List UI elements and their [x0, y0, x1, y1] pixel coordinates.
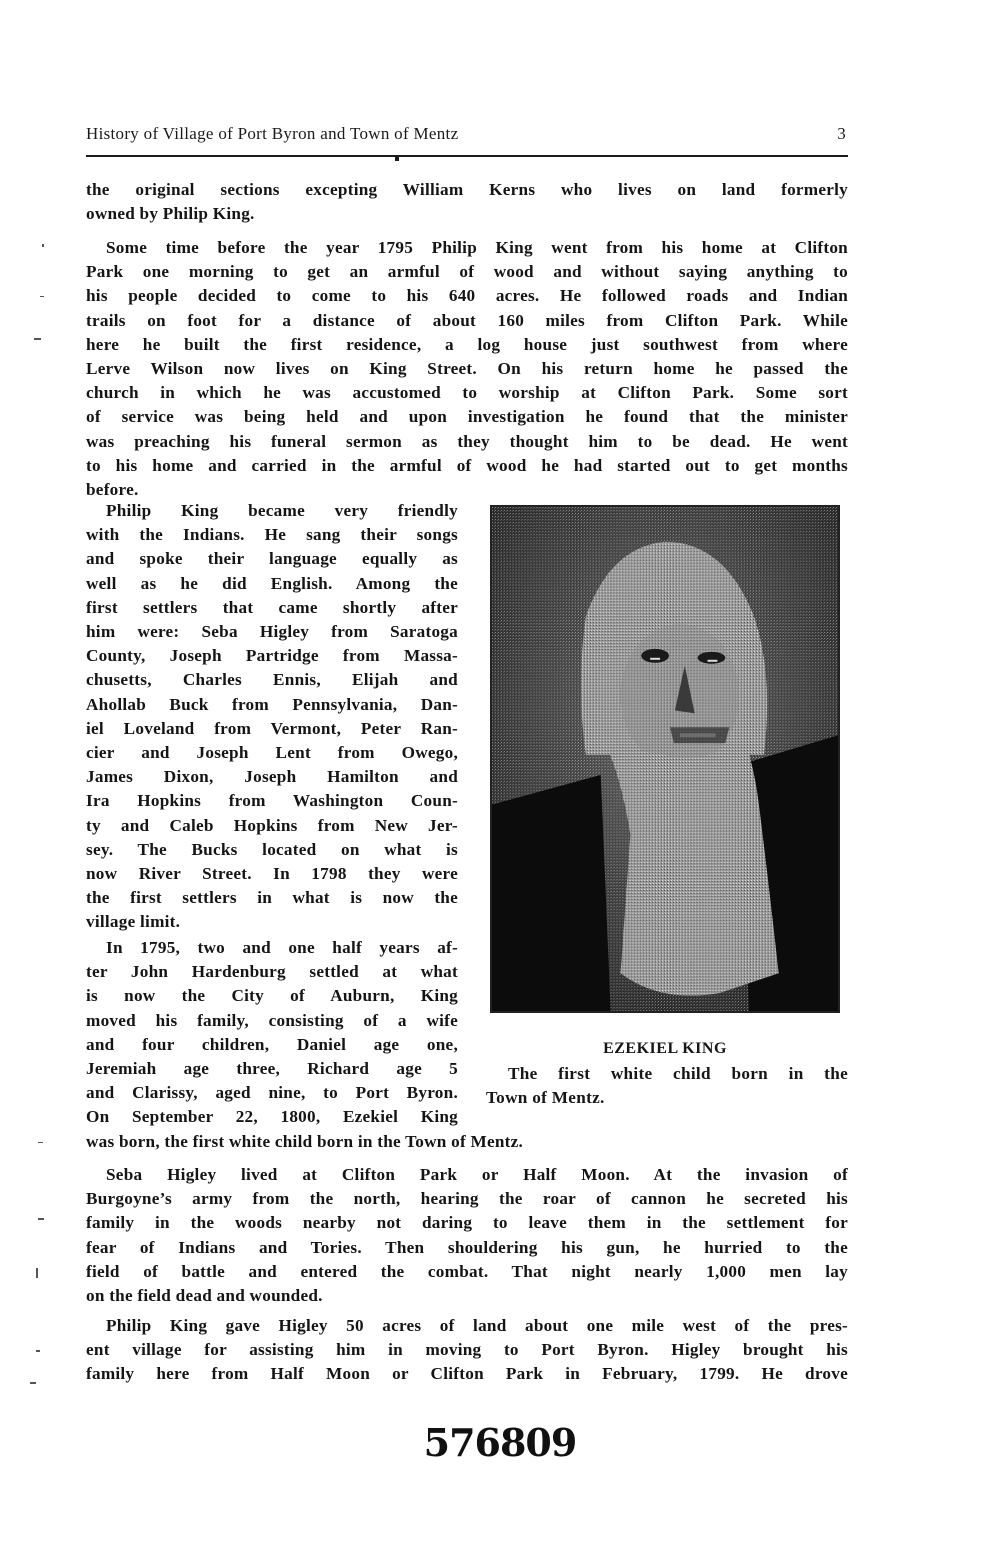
header-rule-mark [395, 156, 399, 161]
text-line: Seba Higley lived at Clifton Park or Half Moon. At the invasion of [106, 1165, 848, 1184]
text-line: on the field dead and wounded. [86, 1286, 323, 1306]
text-line: Ira Hopkins from Washington Coun- [86, 791, 458, 811]
margin-speck [38, 1218, 44, 1220]
portrait-photo [490, 505, 840, 1013]
text-line: iel Loveland from Vermont, Peter Ran- [86, 718, 458, 738]
text-line: and Clarissy, aged nine, to Port Byron. [86, 1083, 458, 1103]
text-line: Philip King gave Higley 50 acres of land about one mile west of the pres- [106, 1316, 848, 1335]
text-line: moved his family, consisting of a wife [86, 1010, 458, 1030]
page-number: 3 [837, 124, 846, 143]
text-line: chusetts, Charles Ennis, Elijah and [86, 670, 458, 690]
text-line: and four children, Daniel age one, [86, 1034, 458, 1054]
paragraph-6 [86, 1314, 848, 1387]
caption-line: The first white child born in the [508, 1064, 848, 1083]
text-line: before. [86, 480, 139, 500]
text-line: owned by Philip King. [86, 204, 255, 224]
header-rule [86, 155, 848, 157]
text-line: trails on foot for a distance of about 160 miles from Clifton Park. While [86, 310, 848, 330]
text-line: ent village for assisting him in moving to Port Byron. Higley brought his [86, 1340, 848, 1360]
text-line: now River Street. In 1798 they were [86, 864, 458, 884]
paragraph-3 [86, 499, 458, 935]
caption-line: Town of Mentz. [486, 1088, 605, 1108]
text-line: ter John Hardenburg settled at what [86, 962, 458, 982]
paragraph-4-tail [86, 1130, 523, 1154]
text-line: with the Indians. He sang their songs [86, 525, 458, 545]
text-line: Philip King became very friendly [106, 501, 458, 520]
text-line: Park one morning to get an armful of wood and without saying anything to [86, 262, 848, 282]
portrait-image [492, 507, 838, 1011]
text-line: is now the City of Auburn, King [86, 986, 458, 1006]
running-header [86, 124, 848, 148]
text-line: James Dixon, Joseph Hamilton and [86, 767, 458, 787]
text-line: to his home and carried in the armful of wood he had started out to get months [86, 455, 848, 475]
text-line: Jeremiah age three, Richard age 5 [86, 1059, 458, 1079]
text-line: In 1795, two and one half years af- [106, 938, 458, 957]
text-line: was preaching his funeral sermon as they thought him to be dead. He went [86, 431, 848, 451]
text-line: Lerve Wilson now lives on King Street. On his return home he passed the [86, 359, 848, 379]
text-line: his people decided to come to his 640 acres. He followed roads and Indian [86, 286, 848, 306]
text-line: him were: Seba Higley from Saratoga [86, 622, 458, 642]
margin-speck [36, 1350, 40, 1352]
text-line: Ahollab Buck from Pennsylvania, Dan- [86, 694, 458, 714]
text-line: of service was being held and upon investigation he found that the minister [86, 407, 848, 427]
text-line: church in which he was accustomed to worship at Clifton Park. Some sort [86, 383, 848, 403]
text-line: Burgoyne’s army from the north, hearing the roar of cannon he secreted his [86, 1189, 848, 1209]
text-line: was born, the first white child born in the Town of Mentz. [86, 1132, 524, 1151]
photo-caption-title: EZEKIEL KING [603, 1040, 727, 1057]
margin-speck [38, 1142, 43, 1143]
text-line: County, Joseph Partridge from Massa- [86, 646, 458, 666]
text-line: the original sections excepting William Kerns who lives on land formerly [86, 180, 848, 199]
text-line: and spoke their language equally as [86, 549, 458, 569]
text-line: On September 22, 1800, Ezekiel King [86, 1107, 458, 1127]
text-line: family in the woods nearby not daring to leave them in the settlement for [86, 1213, 848, 1233]
margin-speck [36, 1268, 38, 1278]
text-line: ty and Caleb Hopkins from New Jer- [86, 815, 458, 835]
paragraph-5 [86, 1163, 848, 1308]
paragraph-2 [86, 236, 848, 502]
margin-speck [42, 244, 44, 247]
text-line: sey. The Bucks located on what is [86, 839, 458, 859]
paragraph-4 [86, 936, 458, 1130]
text-line: family here from Half Moon or Clifton Park in February, 1799. He drove [86, 1364, 848, 1384]
paragraph-1 [86, 178, 848, 226]
text-line: the first settlers in what is now the [86, 888, 458, 908]
accession-stamp-number: 576809 [423, 1420, 577, 1465]
text-line: cier and Joseph Lent from Owego, [86, 743, 458, 763]
text-line: fear of Indians and Tories. Then shouldering his gun, he hurried to the [86, 1237, 848, 1257]
photo-caption [486, 1062, 848, 1110]
text-line: here he built the first residence, a log house just southwest from where [86, 334, 848, 354]
text-line: first settlers that came shortly after [86, 597, 458, 617]
margin-speck [40, 296, 44, 297]
header-title: History of Village of Port Byron and Town of Mentz [86, 124, 459, 143]
text-line: well as he did English. Among the [86, 573, 458, 593]
margin-speck [30, 1382, 36, 1384]
margin-speck [34, 338, 41, 340]
text-line: Some time before the year 1795 Philip King went from his home at Clifton [106, 238, 848, 257]
text-line: field of battle and entered the combat. That night nearly 1,000 men lay [86, 1261, 848, 1281]
text-line: village limit. [86, 912, 181, 932]
